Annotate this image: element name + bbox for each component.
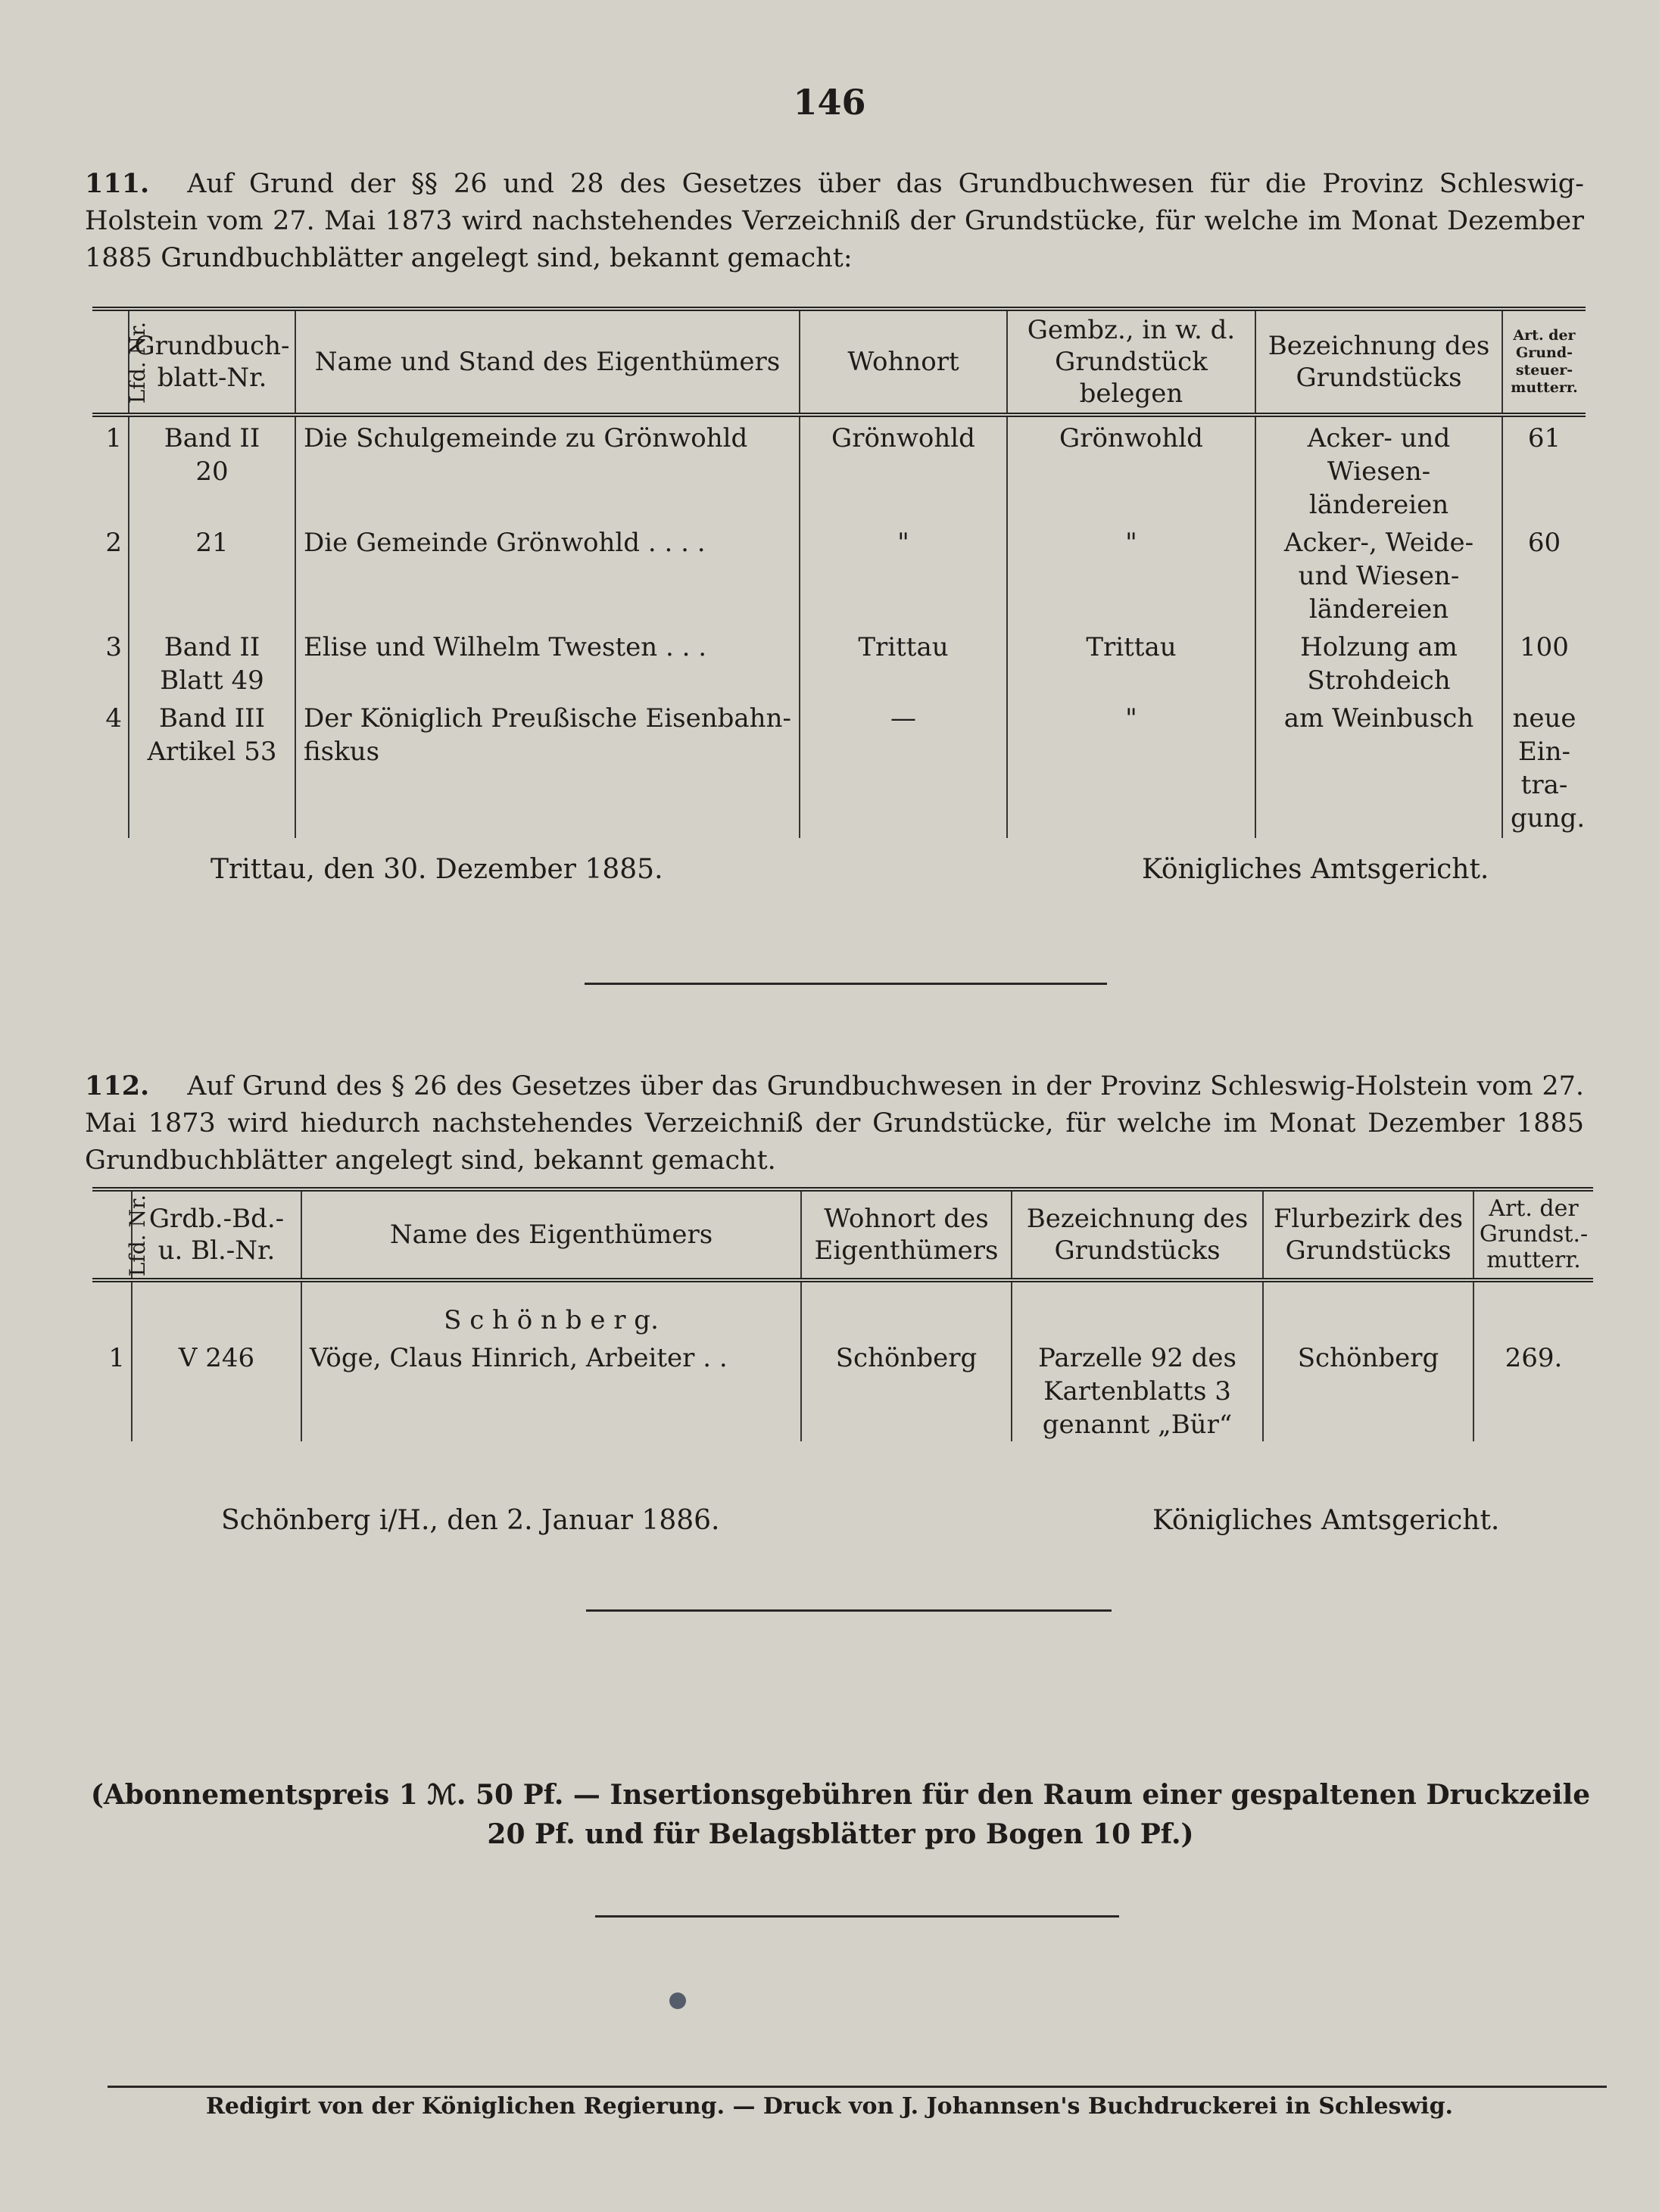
divider-rule bbox=[586, 1609, 1112, 1612]
notice-112-table bbox=[92, 1187, 1593, 1441]
table-row bbox=[92, 1337, 1593, 1441]
notice-111-court: Königliches Amtsgericht. bbox=[1142, 854, 1489, 885]
cell-lfd: 1 bbox=[105, 423, 122, 453]
header-lfd-nr: Lfd. Nr. bbox=[125, 1194, 151, 1277]
table-row bbox=[92, 697, 1586, 838]
group-heading: S c h ö n b e r g. bbox=[301, 1280, 801, 1337]
cell-bezeichnung: Acker- und Wiesen-ländereien bbox=[1255, 415, 1502, 522]
cell-bezeichnung: am Weinbusch bbox=[1255, 697, 1502, 838]
cell-lfd: 3 bbox=[105, 632, 122, 662]
header-wohnort: Wohnort bbox=[800, 309, 1007, 415]
header-gemeinde: Gembz., in w. d. Grundstück belegen bbox=[1007, 309, 1255, 415]
header-grundbuchblatt: Grundbuch-blatt-Nr. bbox=[129, 309, 295, 415]
cell-wohnort: — bbox=[800, 697, 1007, 838]
cell-wohnort: " bbox=[800, 522, 1007, 626]
cell-gemeinde: " bbox=[1007, 522, 1255, 626]
group-heading-row bbox=[92, 1280, 1593, 1337]
notice-111-number: 111. bbox=[85, 168, 150, 199]
notice-112-place-date: Schönberg i/H., den 2. Januar 1886. bbox=[221, 1505, 720, 1536]
notice-112-intro-text: Auf Grund des § 26 des Gesetzes über das Grundbuchwesen in der Provinz Schleswig-Holstein vom 27. Mai 1873 wird hiedurch nachstehendes Verzeichniß der Grundstücke, für welche im Monat Dezember 1885 Grundbuchblätter angelegt sind, bekannt gemacht. bbox=[85, 1071, 1584, 1176]
ink-dot bbox=[669, 1992, 686, 2009]
divider-rule bbox=[585, 983, 1107, 985]
table-row bbox=[92, 522, 1586, 626]
cell-artikel: 61 bbox=[1502, 415, 1586, 522]
empty-cell bbox=[132, 1280, 301, 1337]
cell-name: Die Schulgemeinde zu Grönwohld bbox=[295, 415, 800, 522]
empty-cell bbox=[1012, 1280, 1263, 1337]
cell-gemeinde: Trittau bbox=[1007, 626, 1255, 697]
cell-gemeinde: " bbox=[1007, 697, 1255, 838]
subscription-notice: (Abonnementspreis 1 ℳ. 50 Pf. — Insertionsgebühren für den Raum einer gespaltenen Druckzeile 20 Pf. und für Belagsblätter pro Bogen 10 Pf.) bbox=[90, 1779, 1591, 1850]
cell-blatt: Band II 20 bbox=[129, 415, 295, 522]
cell-flurbezirk: Schönberg bbox=[1263, 1337, 1473, 1441]
notice-112-intro bbox=[85, 1067, 1584, 1179]
cell-bezeichnung: Acker-, Weide- und Wiesen-ländereien bbox=[1255, 522, 1502, 626]
cell-name: Der Königlich Preußische Eisenbahn-fiskus bbox=[295, 697, 800, 838]
notice-111-intro-text: Auf Grund der §§ 26 und 28 des Gesetzes über das Grundbuchwesen für die Provinz Schleswig-Holstein vom 27. Mai 1873 wird nachstehendes Verzeichniß der Grundstücke, für welche im Monat Dezember 1885 Grundbuchblätter angelegt sind, bekannt gemacht: bbox=[85, 169, 1584, 273]
cell-lfd: 2 bbox=[105, 528, 122, 558]
header-artikel: Art. der Grund-steuer-mutterr. bbox=[1502, 309, 1586, 415]
cell-blatt: V 246 bbox=[132, 1337, 301, 1441]
cell-blatt: 21 bbox=[129, 522, 295, 626]
header-wohnort: Wohnort des Eigenthümers bbox=[801, 1189, 1012, 1280]
header-flurbezirk: Flurbezirk des Grundstücks bbox=[1263, 1189, 1473, 1280]
notice-112-number: 112. bbox=[85, 1070, 150, 1101]
cell-blatt: Band II Blatt 49 bbox=[129, 626, 295, 697]
page-number: 146 bbox=[793, 82, 866, 123]
header-bezeichnung: Bezeichnung des Grundstücks bbox=[1255, 309, 1502, 415]
header-name: Name des Eigenthümers bbox=[301, 1189, 801, 1280]
cell-artikel: 60 bbox=[1502, 522, 1586, 626]
header-artikel: Art. der Grundst.-mutterr. bbox=[1473, 1189, 1593, 1280]
cell-name: Die Gemeinde Grönwohld . . . . bbox=[295, 522, 800, 626]
cell-wohnort: Schönberg bbox=[801, 1337, 1012, 1441]
table-row bbox=[92, 415, 1586, 522]
cell-artikel: neue Ein-tra-gung. bbox=[1502, 697, 1586, 838]
imprint: Redigirt von der Königlichen Regierung. — Druck von J. Johannsen's Buchdruckerei in Schleswig. bbox=[205, 2093, 1453, 2120]
cell-bezeichnung: Holzung am Strohdeich bbox=[1255, 626, 1502, 697]
header-lfd-nr: Lfd. Nr. bbox=[125, 321, 151, 404]
empty-cell bbox=[1263, 1280, 1473, 1337]
empty-cell bbox=[92, 1280, 132, 1337]
notice-112-court: Königliches Amtsgericht. bbox=[1152, 1505, 1500, 1536]
cell-wohnort: Trittau bbox=[800, 626, 1007, 697]
header-name-stand: Name und Stand des Eigenthümers bbox=[295, 309, 800, 415]
cell-blatt: Band III Artikel 53 bbox=[129, 697, 295, 838]
header-bezeichnung: Bezeichnung des Grundstücks bbox=[1012, 1189, 1263, 1280]
cell-name: Elise und Wilhelm Twesten . . . bbox=[295, 626, 800, 697]
notice-111-intro bbox=[85, 165, 1584, 277]
divider-rule bbox=[595, 1915, 1119, 1918]
imprint-rule bbox=[108, 2086, 1607, 2088]
cell-lfd: 4 bbox=[105, 703, 122, 734]
cell-artikel: 269. bbox=[1473, 1337, 1593, 1441]
cell-lfd: 1 bbox=[108, 1343, 125, 1373]
table-row bbox=[92, 626, 1586, 697]
cell-name: Vöge, Claus Hinrich, Arbeiter . . bbox=[301, 1337, 801, 1441]
cell-bezeichnung: Parzelle 92 des Kartenblatts 3 genannt „Bür“ bbox=[1012, 1337, 1263, 1441]
cell-gemeinde: Grönwohld bbox=[1007, 415, 1255, 522]
notice-111-place-date: Trittau, den 30. Dezember 1885. bbox=[210, 854, 663, 885]
notice-111-table bbox=[92, 307, 1586, 838]
cell-wohnort: Grönwohld bbox=[800, 415, 1007, 522]
cell-artikel: 100 bbox=[1502, 626, 1586, 697]
empty-cell bbox=[1473, 1280, 1593, 1337]
header-grdb-bd: Grdb.-Bd.- u. Bl.-Nr. bbox=[132, 1189, 301, 1280]
empty-cell bbox=[801, 1280, 1012, 1337]
